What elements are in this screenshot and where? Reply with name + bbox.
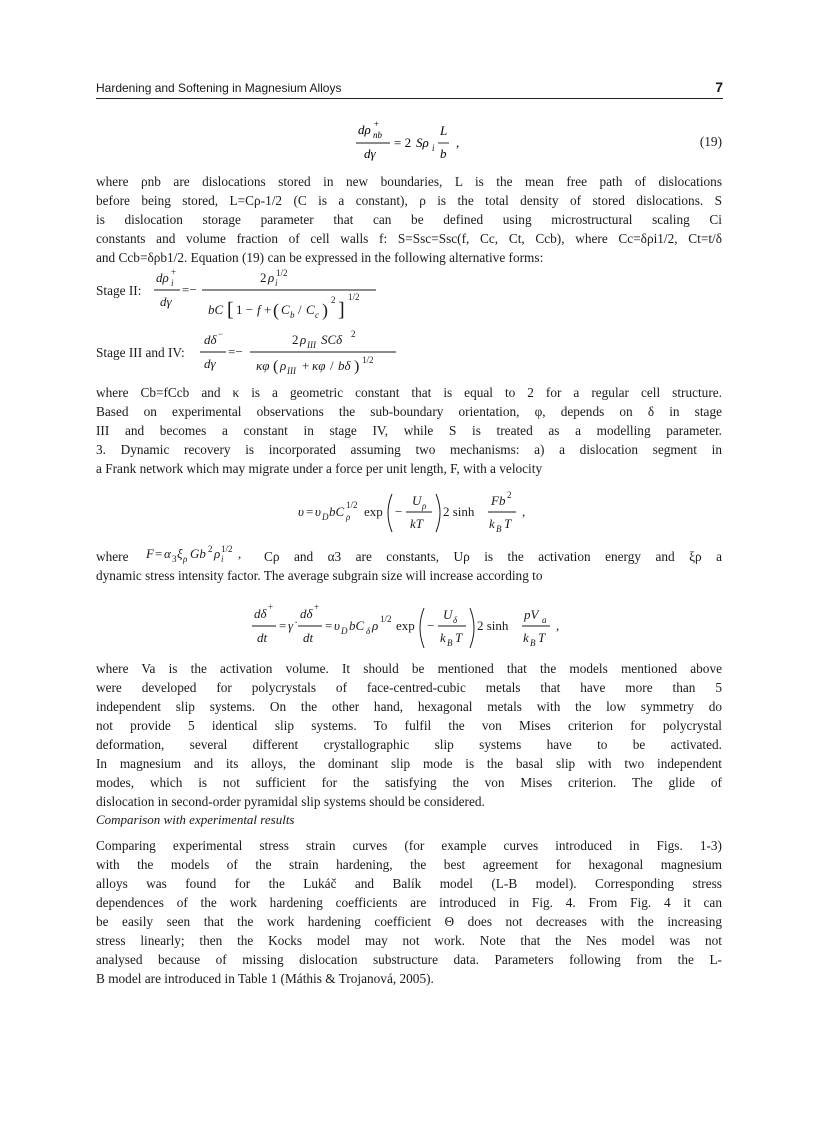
- svg-text:ρ: ρ: [183, 554, 188, 564]
- svg-text:L: L: [440, 123, 448, 138]
- svg-text:b: b: [290, 310, 295, 320]
- svg-text:bδ: bδ: [338, 358, 351, 373]
- svg-text:B: B: [447, 638, 453, 648]
- svg-text:+: +: [314, 602, 320, 612]
- text-line: modes, which is not sufficient for the satisfying the von Mises criterion. The glide of: [96, 775, 722, 790]
- svg-text:δ: δ: [366, 626, 371, 636]
- svg-text:α: α: [164, 546, 171, 561]
- svg-text:,: ,: [556, 618, 560, 633]
- svg-text:2: 2: [208, 544, 213, 554]
- svg-text:dγ: dγ: [204, 356, 216, 371]
- svg-text:C: C: [306, 302, 315, 317]
- svg-text:i: i: [432, 143, 435, 153]
- paragraph-4: [96, 659, 722, 811]
- text-line: independent slip systems. On the other hand, hexagonal metals with the low symmetry do: [96, 699, 722, 714]
- svg-text:f: f: [257, 302, 261, 317]
- svg-text:=: =: [279, 618, 287, 633]
- text-line: III and becomes a constant in stage IV, while S is treated as a modelling parameter.: [96, 423, 722, 438]
- text-line: where ρnb are dislocations stored in new boundaries, L is the mean free path of dislocations: [96, 174, 722, 189]
- text-line: constants and volume fraction of cell walls f: S=Ssc=Ssc(f, Cc, Ct, Ccb), where Cc=δρi1/2, Ct=t/δ: [96, 231, 722, 246]
- svg-text:2 sinh: 2 sinh: [443, 504, 475, 519]
- svg-text:,: ,: [522, 504, 526, 519]
- svg-text:SCδ: SCδ: [321, 332, 343, 347]
- equation-number-19: (19): [699, 134, 722, 149]
- text-line: were developed for polycrystals of face-centred-cubic metals that have more than 5: [96, 680, 722, 695]
- svg-text:U: U: [443, 607, 453, 622]
- svg-text:(: (: [273, 300, 279, 320]
- svg-text:ρ: ρ: [214, 546, 221, 561]
- text-line: Comparing experimental stress strain curves (for example curves introduced in Figs. 1-3): [96, 838, 722, 853]
- svg-text:ρ: ρ: [346, 512, 351, 522]
- svg-text:III: III: [307, 340, 316, 350]
- svg-text:b: b: [440, 146, 447, 161]
- svg-text:nb: nb: [373, 130, 382, 140]
- svg-text:2: 2: [351, 329, 356, 339]
- svg-text:T: T: [455, 630, 463, 645]
- svg-text:+: +: [268, 602, 274, 612]
- paragraph-2: [96, 383, 722, 478]
- equation-19: [352, 118, 472, 164]
- svg-text:kT: kT: [410, 516, 423, 531]
- paragraph-5: [96, 836, 722, 988]
- svg-text:i: i: [221, 554, 224, 564]
- svg-text:Gb: Gb: [190, 546, 206, 561]
- svg-text:T: T: [538, 630, 546, 645]
- text-line: dependences of the work hardening coefficients are introduced in Fig. 4. From Fig. 4 it can: [96, 895, 722, 910]
- svg-text:υ: υ: [334, 618, 340, 633]
- svg-text:υ: υ: [315, 504, 321, 519]
- svg-text:[: [: [227, 299, 234, 321]
- svg-text:bC: bC: [329, 504, 345, 519]
- svg-text:F: F: [146, 546, 154, 561]
- svg-text:1/2: 1/2: [362, 355, 374, 365]
- svg-text:k: k: [523, 630, 529, 645]
- svg-text:dt: dt: [257, 630, 268, 645]
- text-line: and Ccb=δρb1/2. Equation (19) can be expressed in the following alternative forms:: [96, 250, 544, 265]
- svg-text:2: 2: [331, 295, 336, 305]
- svg-text:U: U: [412, 493, 422, 508]
- equation-stage-3-4: [196, 328, 416, 378]
- svg-text:): ): [322, 300, 328, 320]
- text-line: dynamic stress intensity factor. The average subgrain size will increase according to: [96, 568, 543, 583]
- running-header: [96, 80, 723, 99]
- svg-text:B: B: [530, 638, 536, 648]
- text-line: stress linearly; then the Kocks model may not work. Note that the Nes model was not: [96, 933, 722, 948]
- svg-text:1/2: 1/2: [346, 500, 358, 510]
- svg-text:1 −: 1 −: [236, 302, 254, 317]
- svg-text:T: T: [504, 516, 512, 531]
- svg-text:,: ,: [238, 546, 242, 561]
- equation-subgrain: [250, 600, 590, 654]
- text-line: be easily seen that the work hardening coefficient Θ does not decreases with the increasing: [96, 914, 722, 929]
- text-line: where Cb=fCcb and κ is a geometric constant that is equal to 2 for a regular cell structure.: [96, 385, 722, 400]
- text-line: a Frank network which may migrate under a force per unit length, F, with a velocity: [96, 461, 543, 476]
- svg-text:dγ: dγ: [160, 294, 172, 309]
- svg-text:a: a: [542, 615, 547, 625]
- svg-text:ρ: ρ: [372, 618, 379, 633]
- svg-text:2: 2: [507, 490, 512, 500]
- text-line: Cρ and α3 are constants, Uρ is the activation energy and ξρ a: [264, 549, 722, 564]
- svg-text:dδ: dδ: [300, 606, 313, 621]
- svg-text:+: +: [302, 358, 310, 373]
- page-number: 7: [715, 79, 723, 95]
- svg-text:υ: υ: [298, 504, 304, 519]
- svg-text:γ̇: γ̇: [288, 618, 294, 633]
- equation-stage-2: [150, 266, 390, 326]
- svg-text:κφ: κφ: [312, 358, 326, 373]
- svg-text:=−: =−: [228, 344, 243, 359]
- text-line: is dislocation storage parameter that can be defined using microstructural scaling Ci: [96, 212, 722, 227]
- svg-text:C: C: [281, 302, 290, 317]
- svg-text:+: +: [264, 302, 272, 317]
- section-heading: Comparison with experimental results: [96, 812, 295, 827]
- svg-text:3: 3: [172, 554, 177, 564]
- svg-text:Fb: Fb: [491, 493, 506, 508]
- svg-text:B: B: [496, 524, 502, 534]
- svg-text:1/2: 1/2: [348, 292, 360, 302]
- running-title: Hardening and Softening in Magnesium Alloys: [96, 81, 342, 95]
- svg-text:bC: bC: [208, 302, 224, 317]
- svg-text:bC: bC: [349, 618, 365, 633]
- text-line: before being stored, L=Cρ-1/2 (C is a constant), ρ is the total density of stored dislocations. S: [96, 193, 722, 208]
- svg-text:,: ,: [456, 135, 460, 150]
- text-line: alloys was found for the Lukáč and Balík model (L-B model). Corresponding stress: [96, 876, 722, 891]
- text-line: In magnesium and its alloys, the dominant slip mode is the basal slip with two independent: [96, 756, 722, 771]
- text-line: dislocation in second-order pyramidal slip systems should be considered.: [96, 794, 485, 809]
- svg-text:dρ: dρ: [156, 270, 169, 285]
- svg-text:2: 2: [292, 332, 299, 347]
- svg-text:D: D: [341, 626, 348, 636]
- svg-text:exp: exp: [364, 504, 383, 519]
- svg-text:): ): [354, 358, 360, 375]
- svg-text:exp: exp: [396, 618, 415, 633]
- svg-text:=−: =−: [182, 282, 197, 297]
- svg-text:dρ: dρ: [358, 122, 371, 137]
- text-line: 3. Dynamic recovery is incorporated assuming two mechanisms: a) a dislocation segment in: [96, 442, 722, 457]
- text-line-with-formula: where F = α 3 ξ ρ Gb 2 ρ i 1/2 , Cρ and α3 are constants, Uρ is the activation energy and ξρ a: [96, 544, 722, 564]
- svg-text:=: =: [306, 504, 314, 519]
- svg-text:(: (: [273, 358, 279, 375]
- text-line: Based on experimental observations the sub-boundary orientation, φ, depends on δ in stage: [96, 404, 722, 419]
- svg-text:dδ: dδ: [254, 606, 267, 621]
- text-line: not provide 5 identical slip systems. To fulfil the von Mises criterion for polycrystal: [96, 718, 722, 733]
- svg-text:−: −: [427, 618, 435, 633]
- svg-text:−: −: [395, 504, 403, 519]
- text-line: B model are introduced in Table 1 (Máthis & Trojanová, 2005).: [96, 971, 434, 986]
- svg-text:i: i: [171, 278, 174, 288]
- svg-text:i: i: [275, 278, 278, 288]
- svg-text:−: −: [218, 329, 224, 339]
- svg-text:+: +: [374, 119, 380, 129]
- svg-text:ρ: ρ: [268, 270, 275, 285]
- text-line: analysed because of missing dislocation substructure data. Parameters following from the L-: [96, 952, 722, 967]
- svg-text:/: /: [298, 302, 302, 317]
- svg-text:III: III: [287, 366, 296, 376]
- svg-text:c: c: [315, 310, 319, 320]
- svg-text:2: 2: [260, 270, 267, 285]
- svg-text:/: /: [330, 358, 334, 373]
- svg-text:ρ: ρ: [280, 358, 287, 373]
- svg-text:pV: pV: [524, 607, 539, 622]
- inline-force-formula: [146, 543, 266, 565]
- text-line: with the models of the strain hardening, the best agreement for hexagonal magnesium: [96, 857, 722, 872]
- svg-text:Sρ: Sρ: [416, 135, 429, 150]
- svg-text:k: k: [489, 516, 495, 531]
- text-line: deformation, several different crystallographic slip systems have to be activated.: [96, 737, 722, 752]
- svg-text:δ: δ: [453, 615, 458, 625]
- svg-text:2 sinh: 2 sinh: [477, 618, 509, 633]
- svg-text:ξ: ξ: [177, 546, 183, 561]
- svg-text:ρ: ρ: [300, 332, 307, 347]
- svg-text:dt: dt: [303, 630, 314, 645]
- svg-text:+: +: [171, 267, 177, 277]
- svg-text:=: =: [155, 546, 163, 561]
- svg-text:]: ]: [338, 299, 345, 321]
- svg-text:dγ: dγ: [364, 146, 376, 161]
- stage-2-label: Stage II:: [96, 283, 142, 298]
- paragraph-3: [96, 544, 722, 585]
- svg-text:1/2: 1/2: [221, 544, 233, 554]
- text-line: where Va is the activation volume. It should be mentioned that the models mentioned above: [96, 661, 722, 676]
- equation-velocity: [296, 486, 546, 538]
- svg-text:dδ: dδ: [204, 332, 217, 347]
- svg-text:ρ: ρ: [422, 501, 427, 511]
- svg-text:=: =: [325, 618, 333, 633]
- svg-text:1/2: 1/2: [276, 268, 288, 278]
- paragraph-1: [96, 172, 722, 267]
- stage-3-4-label: Stage III and IV:: [96, 345, 185, 360]
- svg-text:k: k: [440, 630, 446, 645]
- svg-text:κφ: κφ: [256, 358, 270, 373]
- svg-text:= 2: = 2: [394, 135, 412, 150]
- svg-text:D: D: [322, 512, 329, 522]
- svg-text:1/2: 1/2: [380, 614, 392, 624]
